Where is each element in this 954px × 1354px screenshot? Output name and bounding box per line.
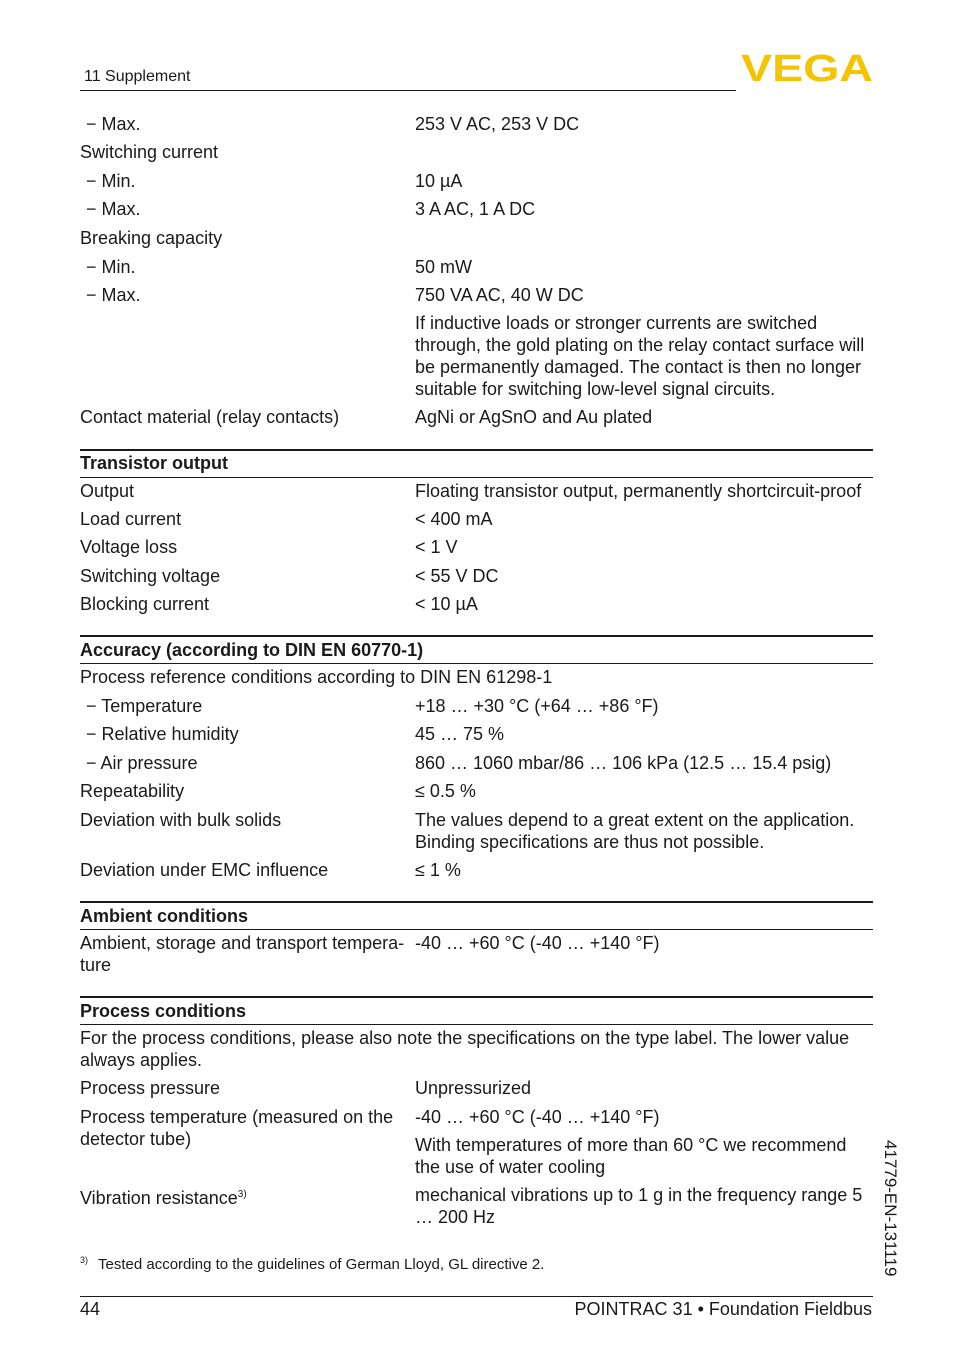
- spec-intro: Process reference conditions according to DIN EN 61298-1: [80, 667, 553, 687]
- section-rule: [80, 663, 873, 664]
- spec-label: − Relative humidity: [86, 724, 239, 744]
- spec-value: < 55 V DC: [415, 566, 499, 586]
- spec-label: − Air pressure: [86, 753, 198, 773]
- spec-label: Process temperature (measured on the detector tube): [80, 1107, 394, 1149]
- header-rule: [80, 90, 736, 91]
- section-rule: [80, 449, 873, 451]
- spec-value: +18 … +30 °C (+64 … +86 °F): [415, 696, 659, 716]
- section-heading-ambient: Ambient conditions: [80, 906, 248, 926]
- footnote-ref: 3): [237, 1189, 247, 1200]
- spec-label: − Temperature: [86, 696, 203, 716]
- spec-value: The values depend to a great extent on the application. Binding specifications are thus not possible.: [415, 810, 855, 852]
- footnote-mark: 3): [80, 1255, 89, 1265]
- spec-value: ≤ 0.5 %: [415, 781, 476, 801]
- section-rule: [80, 996, 873, 998]
- section-heading-process: Process conditions: [80, 1001, 247, 1021]
- spec-value: Floating transistor output, permanently shortcircuit-proof: [415, 481, 862, 501]
- spec-value: AgNi or AgSnO and Au plated: [415, 407, 653, 427]
- vega-logo-text: VEGA: [741, 50, 873, 84]
- spec-label: Deviation with bulk solids: [80, 810, 282, 830]
- spec-label: Contact material (relay contacts): [80, 407, 340, 427]
- spec-value: -40 … +60 °C (-40 … +140 °F): [415, 933, 660, 953]
- spec-value: mechanical vibrations up to 1 g in the frequency range 5 … 200 Hz: [415, 1185, 863, 1227]
- spec-label: Switching voltage: [80, 566, 221, 586]
- spec-label: Process pressure: [80, 1078, 221, 1098]
- section-rule: [80, 635, 873, 637]
- section-heading-accuracy: Accuracy (according to DIN EN 60770-1): [80, 640, 424, 660]
- spec-label: Load current: [80, 509, 182, 529]
- spec-label: [80, 1184, 410, 1209]
- spec-label: Breaking capacity: [80, 228, 223, 248]
- spec-label: − Max.: [86, 285, 141, 305]
- page-number: 44: [80, 1299, 101, 1319]
- spec-label: Switching current: [80, 142, 219, 162]
- spec-value: With temperatures of more than 60 °C we recommend the use of water cooling: [415, 1135, 847, 1177]
- spec-label: Repeatability: [80, 781, 185, 801]
- spec-value: 50 mW: [415, 257, 473, 277]
- spec-value: 3 A AC, 1 A DC: [415, 199, 536, 219]
- spec-label: Ambient, storage and transport tempera-ture: [80, 933, 405, 975]
- footnote: [80, 1255, 544, 1273]
- spec-label: − Max.: [86, 199, 141, 219]
- spec-value: 750 VA AC, 40 W DC: [415, 285, 584, 305]
- spec-label: − Min.: [86, 257, 136, 277]
- spec-value: 10 µA: [415, 171, 463, 191]
- spec-value: < 400 mA: [415, 509, 493, 529]
- spec-label: − Max.: [86, 114, 141, 134]
- spec-label: Blocking current: [80, 594, 210, 614]
- spec-label: Output: [80, 481, 135, 501]
- spec-value: < 10 µA: [415, 594, 478, 614]
- vega-logo: [741, 50, 873, 84]
- section-rule: [80, 477, 873, 478]
- spec-value: < 1 V: [415, 537, 458, 557]
- footnote-text: Tested according to the guidelines of German Lloyd, GL directive 2.: [98, 1256, 545, 1273]
- spec-label: Voltage loss: [80, 537, 178, 557]
- spec-value: Unpressurized: [415, 1078, 532, 1098]
- section-rule: [80, 929, 873, 930]
- spec-value: 860 … 1060 mbar/86 … 106 kPa (12.5 … 15.4 psig): [415, 753, 832, 773]
- section-heading-transistor: Transistor output: [80, 453, 228, 473]
- spec-label: − Min.: [86, 171, 136, 191]
- section-title: 11 Supplement: [84, 68, 191, 85]
- spec-note: If inductive loads or stronger currents are switched through, the gold plating on the relay contact surface will be permanently damaged. The contact is then no longer suitable for switching low-level signal circuits.: [415, 313, 865, 399]
- spec-value: 253 V AC, 253 V DC: [415, 114, 580, 134]
- document-id: 41779-EN-131119: [881, 1140, 900, 1277]
- spec-value: ≤ 1 %: [415, 860, 461, 880]
- section-rule: [80, 1024, 873, 1025]
- spec-label: Deviation under EMC influence: [80, 860, 329, 880]
- footer-rule: [80, 1296, 873, 1297]
- document-title: POINTRAC 31 • Foundation Fieldbus: [574, 1299, 872, 1319]
- spec-label-text: Vibration resistance: [80, 1188, 238, 1208]
- spec-value: 45 … 75 %: [415, 724, 505, 744]
- spec-value: -40 … +60 °C (-40 … +140 °F): [415, 1107, 660, 1127]
- spec-intro: For the process conditions, please also note the specifications on the type label. The lower value always applies.: [80, 1028, 850, 1070]
- section-rule: [80, 901, 873, 903]
